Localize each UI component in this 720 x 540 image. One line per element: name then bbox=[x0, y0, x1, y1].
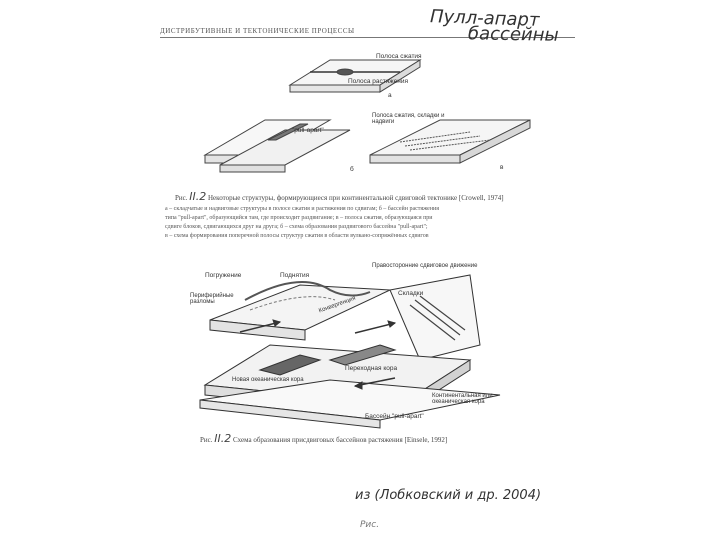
figure1-caption-prefix: Рис. bbox=[175, 194, 188, 202]
description-line: сдвиге блоков, сдвигающихся друг на друга; б – схема образования раздвигового бассейна "pull-apart"; bbox=[165, 224, 428, 230]
figure2-right-block bbox=[390, 275, 480, 360]
fig1a-label-compression: Полоса сжатия bbox=[376, 53, 422, 60]
figure2-caption bbox=[200, 432, 447, 445]
fig2-label-subsidence: Погружение bbox=[205, 272, 242, 279]
fig2-label-uplift: Поднятия bbox=[280, 272, 310, 279]
fig2-label-continental: Континентальная или океаническая кора bbox=[432, 393, 493, 405]
running-header: ДИСТРИБУТИВНЫЕ И ТЕКТОНИЧЕСКИЕ ПРОЦЕССЫ bbox=[160, 27, 355, 35]
figure2-caption-text: Схема образования присдвиговых бассейнов растяжения [Einsele, 1992] bbox=[232, 436, 448, 444]
fig1b-label-pullapart: "pull-apart" bbox=[292, 127, 324, 134]
description-line: в – схема формирования поперечной полосы структур сжатия в области вулкано-сопряжённых сдвигов bbox=[165, 233, 429, 239]
fig2-label-basin: Бассейн "pull-apart" bbox=[365, 413, 424, 420]
fig2-label-transition-crust: Переходная кора bbox=[345, 365, 398, 372]
fig1c-letter: в bbox=[500, 164, 504, 171]
handwritten-source-note: из (Лобковский и др. 2004) bbox=[355, 488, 542, 503]
handwritten-title-line1: Пулл-апарт bbox=[429, 6, 540, 31]
handwritten-page-mark: Рис. bbox=[360, 520, 380, 530]
fig1b-letter: б bbox=[350, 166, 354, 173]
figure2-caption-number: II.2 bbox=[214, 432, 232, 445]
fig1a-label-extension: Полоса растяжения bbox=[348, 78, 408, 85]
figure2-caption-prefix: Рис. bbox=[200, 436, 213, 444]
handwritten-title-line2: бассейны bbox=[467, 23, 559, 46]
fig2-label-folds: Складки bbox=[398, 290, 424, 297]
fig1c-label-compression: Полоса сжатия, складки и надвиги bbox=[372, 113, 445, 125]
description-line: а – складчатые и надвиговые структуры в полосе сжатия и растяжения по сдвигам; б – бассейн растяжения bbox=[165, 206, 440, 212]
fig1a-letter: а bbox=[388, 92, 392, 99]
description-line: типа "pull-apart", образующийся там, где происходит раздвигание; в – полоса сжатия, образующаяся при bbox=[165, 215, 433, 221]
figure1-caption-text: Некоторые структуры, формирующиеся при континентальной сдвиговой тектонике [Crowell, 1974] bbox=[207, 194, 504, 202]
figure1-caption-number: II.2 bbox=[189, 190, 207, 203]
fig2-label-right-lateral: Правосторонние сдвиговое движение bbox=[372, 263, 478, 269]
fig2-label-convergence: Конвергенция bbox=[318, 295, 357, 315]
fig2-label-peripheral-faults: Периферийные разломы bbox=[190, 293, 234, 305]
fig2-label-new-oceanic: Новая океаническая кора bbox=[232, 377, 304, 383]
